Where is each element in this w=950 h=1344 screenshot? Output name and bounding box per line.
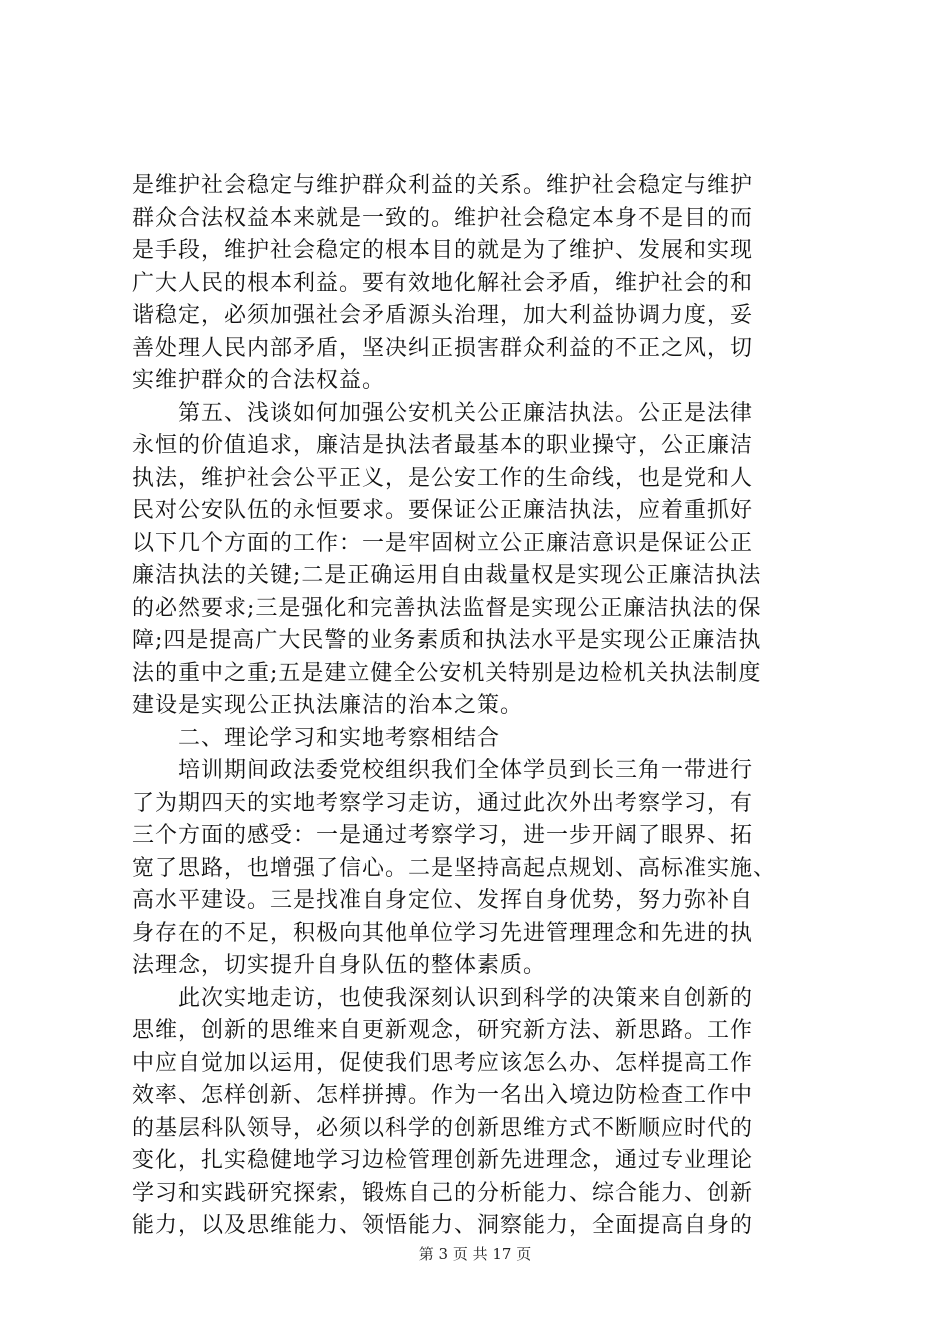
- text-line: 建设是实现公正执法廉洁的治本之策。: [132, 693, 524, 718]
- text-line: 廉洁执法的关键;二是正确运用自由裁量权是实现公正廉洁执法: [132, 563, 762, 588]
- page-footer: 第 3 页 共 17 页: [418, 1245, 532, 1263]
- text-line: 了为期四天的实地考察学习走访，通过此次外出考察学习，有: [132, 790, 754, 816]
- text-line: 永恒的价值追求，廉洁是执法者最基本的职业操守，公正廉洁: [132, 433, 754, 458]
- text-line: 障;四是提高广大民警的业务素质和执法水平是实现公正廉洁执: [132, 628, 762, 653]
- text-line: 民对公安队伍的永恒要求。要保证公正廉洁执法，应着重抓好: [132, 498, 754, 523]
- text-line: 身存在的不足，积极向其他单位学习先进管理理念和先进的执: [132, 920, 754, 946]
- text-line: 法的重中之重;五是建立健全公安机关特别是边检机关执法制度: [132, 660, 762, 686]
- text-line: 培训期间政法委党校组织我们全体学员到长三角一带进行: [132, 758, 754, 783]
- text-line: 效率、怎样创新、怎样拼搏。作为一名出入境边防检查工作中: [132, 1083, 754, 1108]
- text-line: 能力，以及思维能力、领悟能力、洞察能力，全面提高自身的: [132, 1213, 754, 1238]
- text-line: 二、理论学习和实地考察相结合: [132, 725, 501, 751]
- text-line: 善处理人民内部矛盾，坚决纠正损害群众利益的不正之风，切: [132, 335, 754, 361]
- text-line: 思维，创新的思维来自更新观念，研究新方法、新思路。工作: [132, 1018, 754, 1043]
- text-line: 谐稳定，必须加强社会矛盾源头治理，加大利益协调力度，妥: [132, 303, 754, 328]
- text-line: 宽了思路，也增强了信心。二是坚持高起点规划、高标准实施、: [132, 855, 777, 881]
- text-line: 法理念，切实提升自身队伍的整体素质。: [132, 953, 547, 978]
- text-line: 的基层科队领导，必须以科学的创新思维方式不断顺应时代的: [132, 1115, 754, 1141]
- text-line: 的必然要求;三是强化和完善执法监督是实现公正廉洁执法的保: [132, 595, 762, 621]
- text-line: 实维护群众的合法权益。: [132, 368, 386, 393]
- body-text: [132, 170, 832, 1243]
- text-line: 是手段，维护社会稳定的根本目的就是为了维护、发展和实现: [132, 238, 754, 263]
- text-line: 中应自觉加以运用，促使我们思考应该怎么办、怎样提高工作: [132, 1050, 754, 1076]
- text-line: 以下几个方面的工作：一是牢固树立公正廉洁意识是保证公正: [132, 530, 754, 556]
- text-line: 广大人民的根本利益。要有效地化解社会矛盾，维护社会的和: [132, 270, 754, 296]
- text-line: 第五、浅谈如何加强公安机关公正廉洁执法。公正是法律: [132, 400, 754, 426]
- text-line: 变化，扎实稳健地学习边检管理创新先进理念，通过专业理论: [132, 1148, 754, 1173]
- text-line: 学习和实践研究探索，锻炼自己的分析能力、综合能力、创新: [132, 1180, 754, 1206]
- text-line: 执法，维护社会公平正义，是公安工作的生命线，也是党和人: [132, 465, 754, 491]
- text-line: 群众合法权益本来就是一致的。维护社会稳定本身不是目的而: [132, 205, 754, 231]
- text-line: 高水平建设。三是找准自身定位、发挥自身优势，努力弥补自: [132, 888, 754, 913]
- text-line: 此次实地走访，也使我深刻认识到科学的决策来自创新的: [132, 985, 754, 1011]
- text-line: 三个方面的感受：一是通过考察学习，进一步开阔了眼界、拓: [132, 823, 754, 848]
- text-line: 是维护社会稳定与维护群众利益的关系。维护社会稳定与维护: [132, 173, 754, 198]
